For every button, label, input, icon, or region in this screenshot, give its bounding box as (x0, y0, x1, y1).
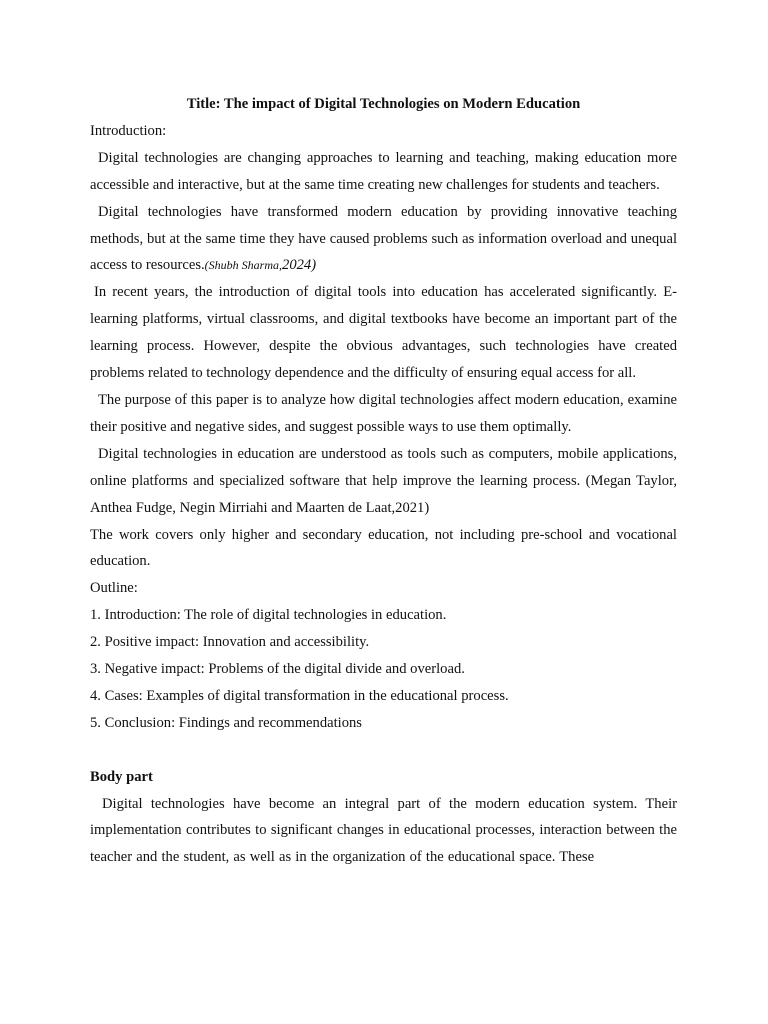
intro-paragraph-1: Digital technologies are changing approaches to learning and teaching, making education more accessible and interactive, but at the same time creating new challenges for students and teachers. (90, 149, 677, 193)
outline-item: 1. Introduction: The role of digital technologies in education. (90, 607, 447, 624)
document-title: Title: The impact of Digital Technologies on Modern Education (186, 96, 581, 112)
citation-authors-2021: (Megan Taylor, Anthea Fudge, Negin Mirriahi and Maarten de Laat,2021) (90, 472, 677, 516)
intro-paragraph-5-text: Digital technologies in education are understood as tools such as computers, mobile applications, online platforms and specialized software that help improve the learning process. (90, 445, 677, 489)
intro-paragraph-2-text: Digital technologies have transformed modern education by providing innovative teaching methods, but at the same time they have caused problems such as information overload and unequal access to resources. (90, 203, 677, 274)
citation-year: 2024) (282, 257, 317, 274)
outline-heading: Outline: (90, 580, 138, 597)
section-spacer (90, 737, 677, 764)
document-page (90, 91, 677, 871)
scope-paragraph: The work covers only higher and secondary education, not including pre-school and vocational education. (90, 526, 677, 570)
outline-item: 3. Negative impact: Problems of the digital divide and overload. (90, 661, 465, 678)
outline-list (90, 602, 677, 737)
intro-paragraph-4: The purpose of this paper is to analyze how digital technologies affect modern education, examine their positive and negative sides, and suggest possible ways to use them optimally. (90, 391, 677, 435)
intro-paragraph-2 (90, 199, 677, 280)
body-part-heading: Body part (90, 768, 153, 785)
outline-item: 2. Positive impact: Innovation and accessibility. (90, 634, 370, 651)
introduction-heading: Introduction: (90, 122, 167, 139)
intro-paragraph-3: In recent years, the introduction of digital tools into education has accelerated significantly. E-learning platforms, virtual classrooms, and digital textbooks have become an important part of the learning process. However, despite the obvious advantages, such technologies have created problems related to technology dependence and the difficulty of ensuring equal access for all. (90, 284, 677, 382)
body-paragraph-1: Digital technologies have become an integral part of the modern education system. Their implementation contributes to significant changes in educational processes, interaction between the teacher and the student, as well as in the organization of the educational space. These (90, 795, 677, 866)
outline-item: 5. Conclusion: Findings and recommendations (90, 714, 362, 731)
outline-item: 4. Cases: Examples of digital transformation in the educational process. (90, 687, 509, 704)
intro-paragraph-5 (90, 441, 677, 522)
citation-author: (Shubh Sharma, (204, 258, 283, 273)
